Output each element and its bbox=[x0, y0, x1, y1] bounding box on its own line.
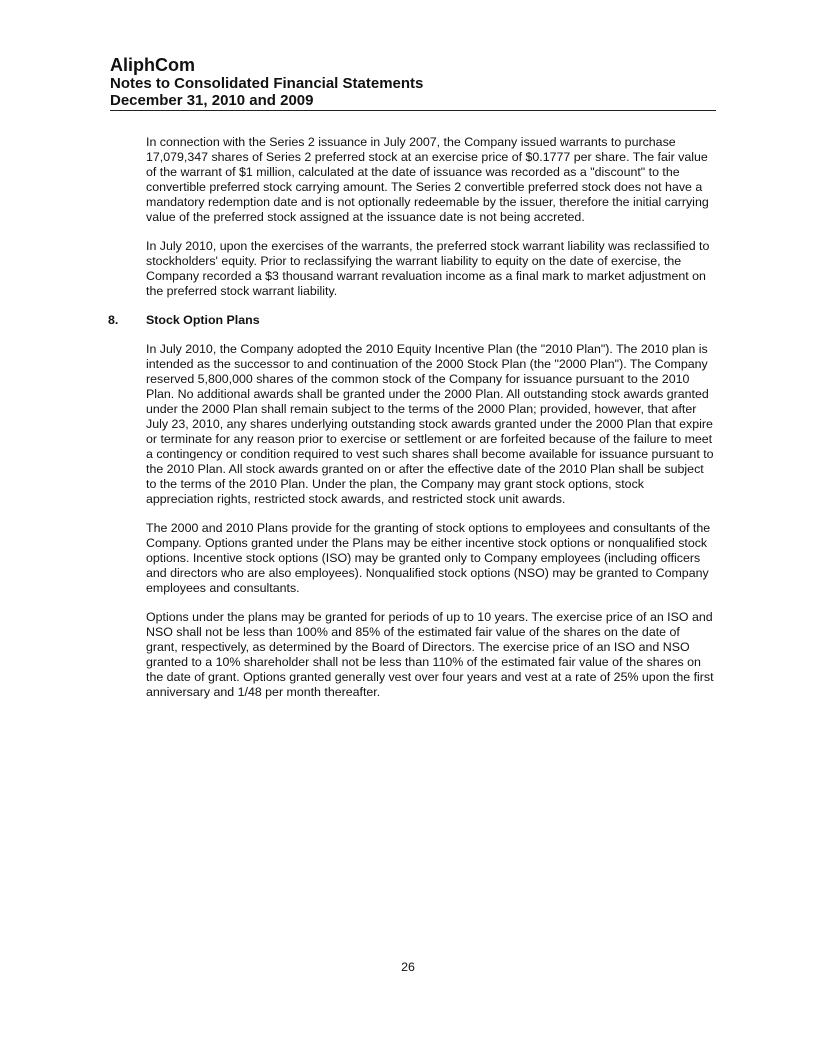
document-body bbox=[108, 135, 714, 714]
section-number: 8. bbox=[108, 313, 119, 327]
company-name: AliphCom bbox=[110, 55, 195, 75]
document-title: Notes to Consolidated Financial Statements bbox=[110, 75, 424, 92]
paragraph-option-terms: Options under the plans may be granted for periods of up to 10 years. The exercise price of an ISO and NSO shall not be less than 100% and 85% of the estimated fair value of the shares on the date of grant, respectively, as determined by the Board of Directors. The exercise price of an ISO and NSO granted to a 10% shareholder shall not be less than 110% of the estimated fair value of the shares on the date of grant. Options granted generally vest over four years and vest at a rate of 25% upon the first anniversary and 1/48 per month thereafter. bbox=[146, 610, 714, 699]
document-period: December 31, 2010 and 2009 bbox=[110, 92, 314, 109]
page-number: 26 bbox=[401, 960, 415, 974]
paragraph-plan-options: The 2000 and 2010 Plans provide for the granting of stock options to employees and consultants of the Company. Options granted under the Plans may be either incentive stock options or nonqualified stock options. Incentive stock options (ISO) may be granted only to Company employees (including officers and directors who are also employees). Nonqualified stock options (NSO) may be granted to Company employees and consultants. bbox=[146, 521, 711, 595]
paragraph-warrant-reclassification: In July 2010, upon the exercises of the warrants, the preferred stock warrant liability was reclassified to stockholders' equity. Prior to reclassifying the warrant liability to equity on the date of exercise, the Company recorded a $3 thousand warrant revaluation income as a final mark to market adjustment on the preferred stock warrant liability. bbox=[146, 239, 710, 298]
page-header bbox=[110, 55, 716, 111]
paragraph-2010-plan: In July 2010, the Company adopted the 2010 Equity Incentive Plan (the "2010 Plan"). The 2010 plan is intended as the successor to and continuation of the 2000 Stock Plan (the "2000 Plan"). The Company reserved 5,800,000 shares of the common stock of the Company for issuance pursuant to the 2010 Plan. No additional awards shall be granted under the 2000 Plan. All outstanding stock awards granted under the 2000 Plan shall remain subject to the terms of the 2000 Plan; provided, however, that after July 23, 2010, any shares underlying outstanding stock awards granted under the 2000 Plan that expire or terminate for any reason prior to exercise or settlement or are forfeited because of the failure to meet a contingency or condition required to vest such shares shall become available for issuance pursuant to the 2010 Plan. All stock awards granted on or after the effective date of the 2010 Plan shall be subject to the terms of the 2010 Plan. Under the plan, the Company may grant stock options, stock appreciation rights, restricted stock awards, and restricted stock unit awards. bbox=[146, 342, 714, 506]
section-title: Stock Option Plans bbox=[146, 313, 260, 327]
section-heading bbox=[108, 313, 714, 328]
paragraph-warrants: In connection with the Series 2 issuance in July 2007, the Company issued warrants to purchase 17,079,347 shares of Series 2 preferred stock at an exercise price of $0.1777 per share. The fair value of the warrant of $1 million, calculated at the date of issuance was recorded as a "discount" to the convertible preferred stock carrying amount. The Series 2 convertible preferred stock does not have a mandatory redemption date and is not optionally redeemable by the issuer, therefore the initial carrying value of the preferred stock assigned at the issuance date is not being accreted. bbox=[146, 135, 709, 224]
